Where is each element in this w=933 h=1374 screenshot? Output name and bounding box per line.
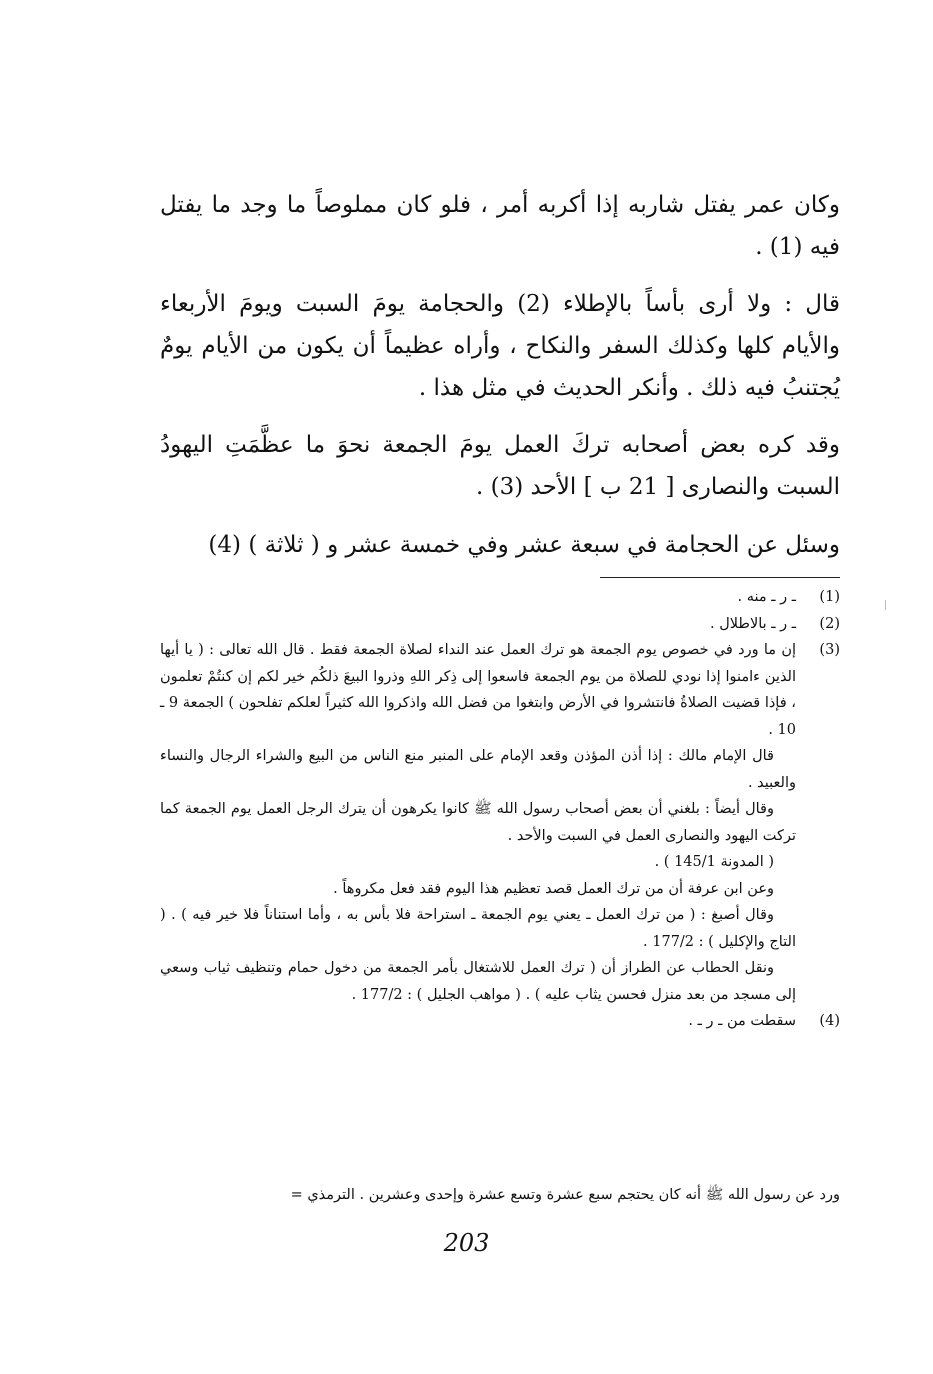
footnote-body xyxy=(160,637,796,1008)
footnote-text: ـ ر ـ منه . xyxy=(737,589,796,605)
footnote-text: وقال أيضاً : بلغني أن بعض أصحاب رسول الله ﷺ كانوا يكرهون أن يترك الرجل العمل يوم الجمعة كما تركت اليهود والنصارى العمل في السبت والأحد . xyxy=(160,801,796,844)
footnote-text: ـ ر ـ بالاطلال . xyxy=(710,615,796,632)
footnote-number: (1) xyxy=(819,589,840,605)
margin-mark xyxy=(885,600,886,610)
page-number: 203 xyxy=(443,1229,490,1257)
footnote-citation: ( المدونة 145/1 ) . xyxy=(654,854,774,870)
footnote-number: (2) xyxy=(819,615,840,632)
footnote-separator xyxy=(600,577,840,578)
main-paragraph-2: قال : ولا أرى بأساً بالإطلاء (2) والحجامة يومَ السبت ويومَ الأربعاء والأيام كلها وكذلك السفر والنكاح ، وأراه عظيماً أن يكون من الأيام يومٌ يُجتنبُ فيه ذلك . وأنكر الحديث في مثل هذا . xyxy=(160,291,840,401)
footnote-number: (4) xyxy=(819,1013,840,1029)
footnote-body xyxy=(160,611,796,638)
footnote-continuation: ورد عن رسول الله ﷺ أنه كان يحتجم سبع عشرة وتسع عشرة وإحدى وعشرين . الترمذي = xyxy=(290,1187,840,1203)
footnote-3 xyxy=(160,637,840,1008)
main-paragraph-1: وكان عمر يفتل شاربه إذا أكربه أمر ، فلو كان مملوصاً ما وجد ما يفتل فيه (1) . xyxy=(160,192,840,260)
main-paragraph-3: وقد كره بعض أصحابه تركَ العمل يومَ الجمعة نحوَ ما عظَّمَتِ اليهودُ السبت والنصارى [ 21 ب ] الأحد (3) . xyxy=(160,432,840,500)
footnote-4 xyxy=(160,1008,840,1035)
footnotes xyxy=(160,584,840,1035)
footnote-body xyxy=(160,1008,796,1035)
main-paragraph-4: وسئل عن الحجامة في سبعة عشر وفي خمسة عشر و ( ثلاثة ) (4) xyxy=(208,532,840,558)
footnote-text: سقطت من ـ ر ـ . xyxy=(688,1013,796,1029)
footnote-1 xyxy=(160,584,840,611)
footnote-text: إن ما ورد في خصوص يوم الجمعة هو ترك العمل عند النداء لصلاة الجمعة فقط . قال الله تعالى : ( يا أيها الذين ءامنوا إذا نودي للصلاة من يوم الجمعة فاسعوا إلى ذِكر اللهِ وذروا البيعَ ذلكُم خير لكم إن كنتُمْ تعلمون ، فإذا قضيت الصلاةُ فانتشروا في الأرض وابتغوا من فضل الله واذكروا الله كثيراً لعلكم تفلحون ) الجمعة 9 ـ 10 . xyxy=(160,642,796,738)
footnote-body xyxy=(160,584,796,611)
footnote-text: وقال أصبغ : ( من ترك العمل ـ يعني يوم الجمعة ـ استراحة فلا بأس به ، وأما استناناً فلا خير فيه ) . ( التاج والإكليل ) : 177/2 . xyxy=(160,907,796,950)
footnote-text: وعن ابن عرفة أن من ترك العمل قصد تعظيم هذا اليوم فقد فعل مكروهاً . xyxy=(333,880,774,897)
footnote-number: (3) xyxy=(819,642,840,658)
footnote-text: قال الإمام مالك : إذا أذن المؤذن وقعد الإمام على المنبر منع الناس من البيع والشراء الرجال والنساء والعبيد . xyxy=(160,748,796,791)
footnote-2 xyxy=(160,611,840,638)
footnote-text: ونقل الحطاب عن الطراز أن ( ترك العمل للاشتغال بأمر الجمعة من دخول حمام وتنظيف ثياب وسعي إلى مسجد من بعد منزل فحسن يثاب عليه ) . ( مواهب الجليل ) : 177/2 . xyxy=(160,960,796,1003)
